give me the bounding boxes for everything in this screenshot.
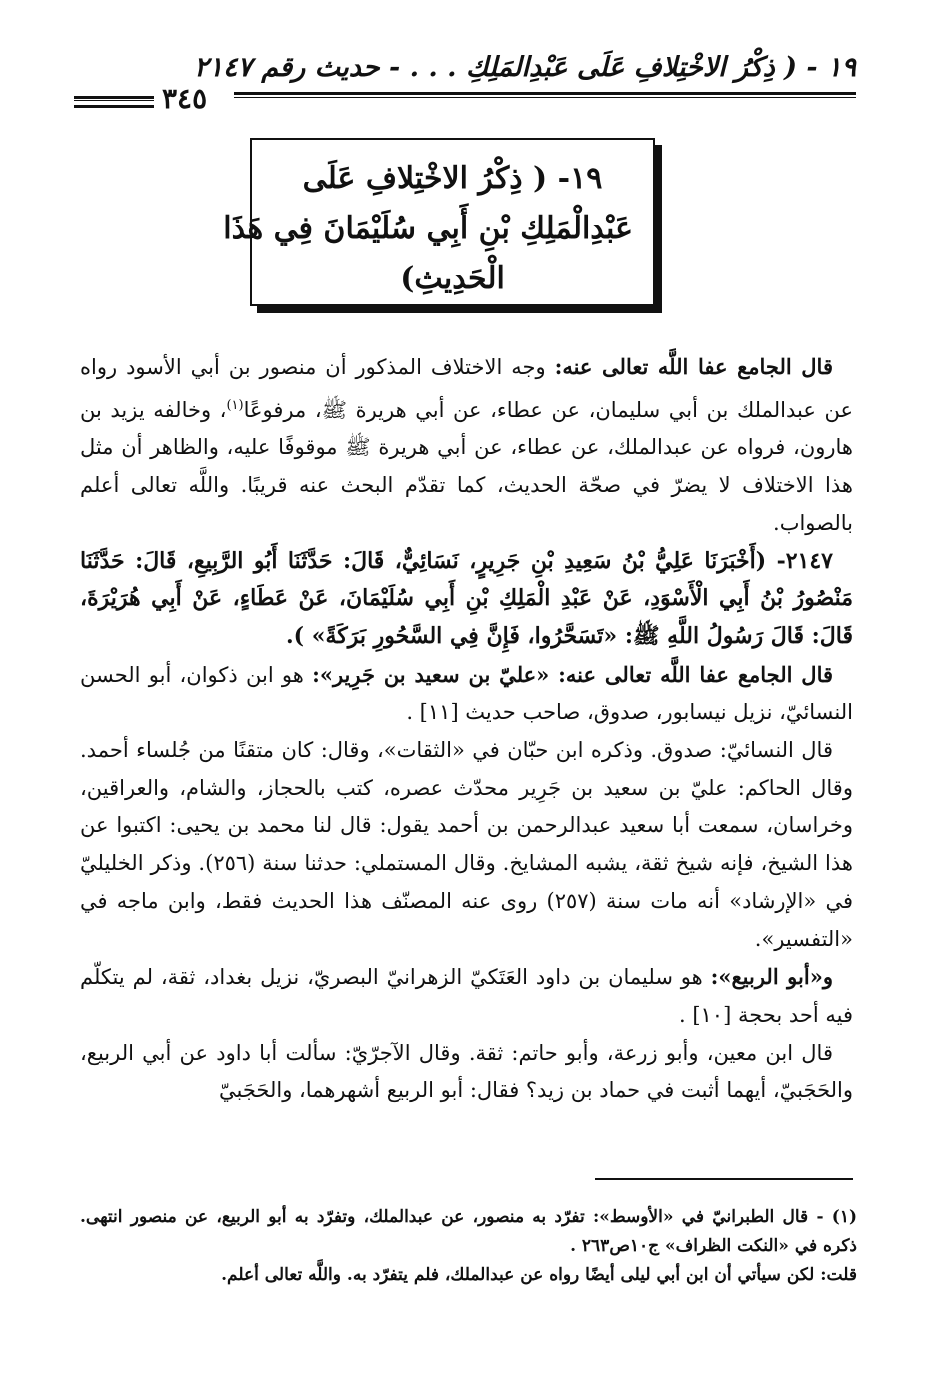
- footnote-1-continued: قلت: لكن سيأتي أن ابن أبي ليلى أيضًا رواه عن عبدالملك، فلم يتفرّد به. واللَّه تعالى أعلم.: [221, 1265, 857, 1285]
- hadith-text: [80, 543, 853, 656]
- chapter-title-box: [223, 138, 655, 306]
- chapter-title-line-1: ١٩- ( ذِكْرُ الاخْتِلافِ عَلَى: [302, 161, 603, 196]
- footnote-1: (١) - قال الطبرانيّ في «الأوسط»: تفرّد به منصور، عن عبدالملك، وتفرّد به أبو الربيع، عن منصور انتهى. ذكره في «النكت الظراف» ج١٠ص٢٦٣ .: [80, 1207, 857, 1256]
- running-header: [74, 52, 856, 115]
- header-rule: [234, 92, 856, 98]
- running-title: ١٩ - ( ذِكْرُ الاخْتِلافِ عَلَى عَبْدِالمَلِكِ . . . - حديث رقم ٢١٤٧: [193, 52, 856, 83]
- chapter-title-line-3: الْحَدِيثِ): [400, 261, 505, 296]
- paragraph-commentary-4: [80, 958, 853, 1034]
- paragraph-commentary-2: [80, 656, 853, 732]
- paragraph-text: هو ابن ذكوان، أبو الحسن النسائيّ، نزيل نيسابور، صدوق، صاحب حديث [١١] .: [80, 662, 853, 725]
- footnote-ref[interactable]: (١): [226, 397, 244, 413]
- hadith-body: (أَخْبَرَنَا عَلِيُّ بْنُ سَعِيدِ بْنِ جَرِيرٍ، نَسَائِيٌّ، قَالَ: حَدَّثَنَا أَبُو الرَّبِيعِ، قَالَ: حَدَّثَنَا مَنْصُورُ بْنُ أَبِي الْأَسْوَدِ، عَنْ عَبْدِ الْمَلِكِ بْنِ أَبِي سُلَيْمَانَ، عَنْ عَطَاءٍ، عَنْ أَبِي هُرَيْرَةَ، قَالَ: قَالَ رَسُولُ اللَّهِ ﷺ: «تَسَحَّرُوا، فَإِنَّ فِي السَّحُورِ بَرَكَةً» ).: [80, 547, 853, 649]
- chapter-title-line-2: عَبْدِالْمَلِكِ بْنِ أَبِي سُلَيْمَانَ فِي هَذَا: [223, 211, 633, 246]
- footnote-separator: [595, 1178, 853, 1180]
- paragraph-text-cont: ، وخالفه يزيد بن هارون، فرواه عن عبدالملك، عن عطاء، عن أبي هريرة ﷺ موقوفًا عليه، والظاهر أن مثل هذا الاختلاف لا يضرّ في صحّة الحديث، كما تقدّم البحث عنه قريبًا. واللَّه تعالى أعلم بالصواب.: [80, 397, 853, 535]
- paragraph-text: وجه الاختلاف المذكور أن منصور بن أبي الأسود رواه عن عبدالملك بن أبي سليمان، عن عطاء، عن أبي هريرة ﷺ، مرفوعًا: [80, 355, 853, 422]
- main-text: [80, 348, 853, 1110]
- page-number-rule: [74, 96, 154, 108]
- hadith-number: ٢١٤٧-: [766, 547, 833, 574]
- paragraph-lead: و«أبو الربيع»:: [710, 964, 833, 990]
- footnotes: [80, 1203, 857, 1290]
- paragraph-text: هو سليمان بن داود العَتَكيّ الزهرانيّ البصريّ، نزيل بغداد، ثقة، لم يتكلّم فيه أحد بحجة [١٠] .: [80, 965, 853, 1027]
- paragraph-commentary-1: [80, 348, 853, 543]
- paragraph-lead: قال الجامع عفا اللَّه تعالى عنه: «عليّ بن سعيد بن جَرِير»:: [312, 661, 834, 687]
- page-number: ٣٤٥: [162, 82, 208, 115]
- paragraph-commentary-5: قال ابن معين، وأبو زرعة، وأبو حاتم: ثقة. وقال الآجرّيّ: سألت أبا داود عن أبي الربيع، والحَجَبيّ، أيهما أثبت في حماد بن زيد؟ فقال: أبو الربيع أشهرهما، والحَجَبيّ: [80, 1040, 853, 1103]
- paragraph-commentary-3: قال النسائيّ: صدوق. وذكره ابن حبّان في «الثقات»، وقال: كان متقنًا من جُلساء أحمد. وقال الحاكم: عليّ بن سعيد بن جَرِير محدّث عصره، كتب بالحجاز، والشام، والعراقين، وخراسان، سمعت أبا سعيد عبدالرحمن بن أحمد يقول: قال لنا محمد بن يحيى: اكتبوا عن هذا الشيخ، فإنه شيخ ثقة، يشبه المشايخ. وقال المستملي: حدثنا سنة (٢٥٦). وذكر الخليليّ في «الإرشاد» أنه مات سنة (٢٥٧) روى عنه المصنّف هذا الحديث فقط، وابن ماجه في «التفسير».: [80, 738, 854, 951]
- paragraph-lead: قال الجامع عفا اللَّه تعالى عنه:: [554, 354, 833, 379]
